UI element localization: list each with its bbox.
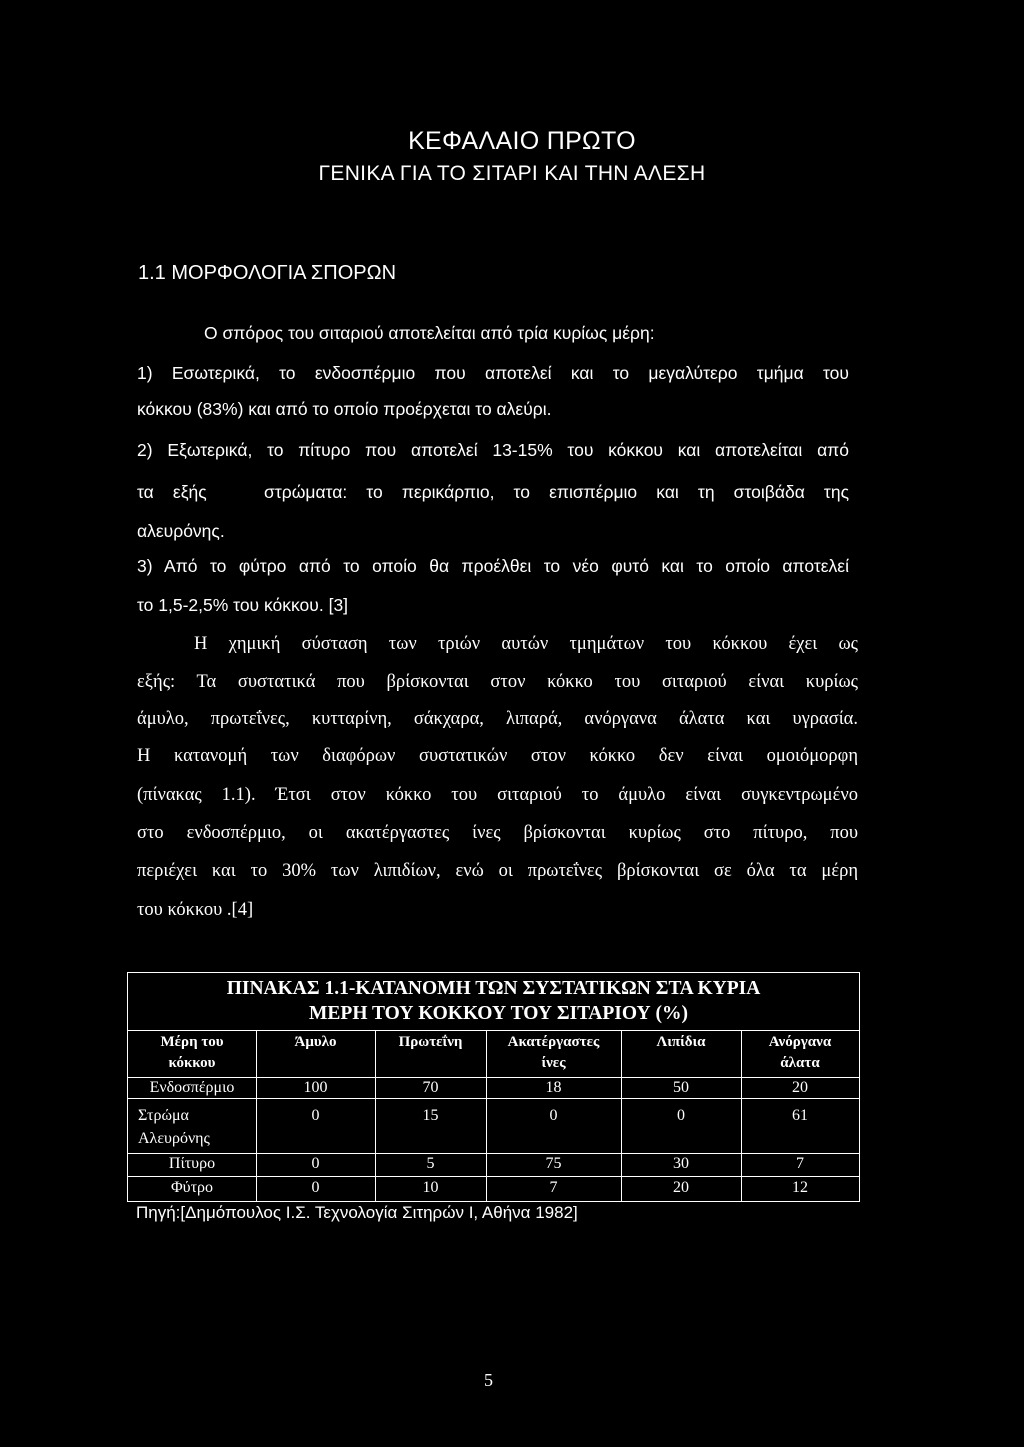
table-row-label: Ενδοσπέρμιο — [149, 1079, 235, 1096]
paragraph-line: εξής: Τα συστατικά που βρίσκονται στον κόκκο του σιταριού είναι κυρίως — [137, 672, 858, 692]
chapter-subtitle: ΓΕΝΙΚΑ ΓΙΑ ΤΟ ΣΙΤΑΡΙ ΚΑΙ ΤΗΝ ΑΛΕΣΗ — [318, 162, 706, 185]
table-title-line1: ΠΙΝΑΚΑΣ 1.1-ΚΑΤΑΝΟΜΗ ΤΩΝ ΣΥΣΤΑΤΙΚΩΝ ΣΤΑ ΚΥΡΙΑ — [226, 978, 761, 999]
table-title-line2: ΜΕΡΗ ΤΟΥ ΚΟΚΚΟΥ ΤΟΥ ΣΙΤΑΡΙΟΥ (%) — [309, 1003, 688, 1024]
paragraph-line: τα εξής στρώματα: το περικάρπιο, το επισπέρμιο και τη στοιβάδα της — [137, 482, 849, 502]
table-cell: 5 — [426, 1155, 435, 1172]
table-cell: 50 — [673, 1079, 689, 1096]
paragraph-line: άμυλο, πρωτεΐνες, κυτταρίνη, σάκχαρα, λιπαρά, ανόργανα άλατα και υγρασία. — [137, 709, 858, 729]
table-header-cell: Άμυλο — [294, 1034, 337, 1050]
table-cell: 0 — [677, 1107, 685, 1124]
paragraph-line: περιέχει και το 30% των λιπιδίων, ενώ οι πρωτεΐνες βρίσκονται σε όλα τα μέρη — [137, 861, 858, 881]
table-header-cell: ίνες — [541, 1055, 566, 1071]
table-header-cell: άλατα — [780, 1055, 820, 1071]
table-cell: 30 — [673, 1155, 689, 1172]
paragraph-line: κόκκου (83%) και από το οποίο προέρχεται το αλεύρι. — [137, 399, 552, 419]
paragraph-line: το 1,5-2,5% του κόκκου. [3] — [137, 595, 349, 615]
table-header-cell: Λιπίδια — [656, 1034, 706, 1050]
table-cell: 0 — [311, 1107, 320, 1124]
table-cell: 7 — [549, 1179, 558, 1196]
table-cell: 0 — [311, 1179, 320, 1196]
table-header-cell: Ακατέργαστες — [507, 1034, 600, 1050]
table-header-cell: Μέρη του — [160, 1034, 224, 1050]
table-cell: 20 — [792, 1079, 808, 1096]
page-number: 5 — [484, 1370, 493, 1390]
paragraph-line: στο ενδοσπέρμιο, οι ακατέργαστες ίνες βρίσκονται κυρίως στο πίτυρο, που — [137, 823, 858, 843]
table-row-label: Πίτυρο — [168, 1155, 216, 1172]
paragraph-line: Ο σπόρος του σιταριού αποτελείται από τρία κυρίως μέρη: — [204, 323, 655, 343]
table-cell: 12 — [792, 1179, 808, 1196]
paragraph-line: του κόκκου .[4] — [137, 900, 254, 920]
table-divider — [128, 1030, 859, 1031]
table-header-cell: Πρωτεΐνη — [398, 1034, 463, 1050]
paragraph-line: αλευρόνης. — [137, 521, 225, 541]
table-header-cell: Ανόργανα — [768, 1034, 832, 1050]
table-row-label: Στρώμα — [138, 1107, 189, 1124]
section-title: 1.1 ΜΟΡΦΟΛΟΓΙΑ ΣΠΟΡΩΝ — [138, 262, 397, 284]
paragraph-line: Η κατανομή των διαφόρων συστατικών στον κόκκο δεν είναι ομοιόμορφη — [137, 746, 858, 766]
paragraph-line: (πίνακας 1.1). Έτσι στον κόκκο του σιταριού το άμυλο είναι συγκεντρωμένο — [137, 785, 858, 805]
table-cell: 10 — [422, 1179, 439, 1196]
table-cell: 0 — [311, 1155, 320, 1172]
table-row-label: Φύτρο — [170, 1179, 214, 1196]
table-cell: 0 — [549, 1107, 558, 1124]
paragraph-line: 3) Από το φύτρο από το οποίο θα προέλθει το νέο φυτό και το οποίο αποτελεί — [137, 556, 849, 576]
table-cell: 20 — [673, 1179, 689, 1196]
table-header-cell: κόκκου — [168, 1055, 216, 1071]
table-cell: 18 — [545, 1079, 562, 1096]
paragraph-line: 2) Εξωτερικά, το πίτυρο που αποτελεί 13-15% του κόκκου και αποτελείται από — [137, 440, 849, 460]
table-cell: 70 — [422, 1079, 439, 1096]
table-cell: 75 — [545, 1155, 562, 1172]
paragraph-line: Η χημική σύσταση των τριών αυτών τμημάτων του κόκκου έχει ως — [194, 634, 858, 654]
table-cell: 7 — [796, 1155, 804, 1172]
table-divider — [128, 1176, 859, 1177]
table-cell: 15 — [422, 1107, 439, 1124]
chapter-title: ΚΕΦΑΛΑΙΟ ΠΡΩΤΟ — [408, 127, 636, 155]
table-divider — [128, 1098, 859, 1099]
table-divider — [128, 1153, 859, 1154]
paragraph-line: 1) Εσωτερικά, το ενδοσπέρμιο που αποτελεί και το μεγαλύτερο τμήμα του — [137, 363, 849, 383]
table-source: Πηγή:[Δημόπουλος Ι.Σ. Τεχνολογία Σιτηρών Ι, Αθήνα 1982] — [136, 1203, 578, 1222]
composition-table — [127, 972, 860, 1202]
table-cell: 61 — [792, 1107, 808, 1124]
table-divider — [128, 1077, 859, 1078]
table-row-label: Αλευρόνης — [138, 1130, 210, 1147]
table-cell: 100 — [303, 1079, 328, 1096]
